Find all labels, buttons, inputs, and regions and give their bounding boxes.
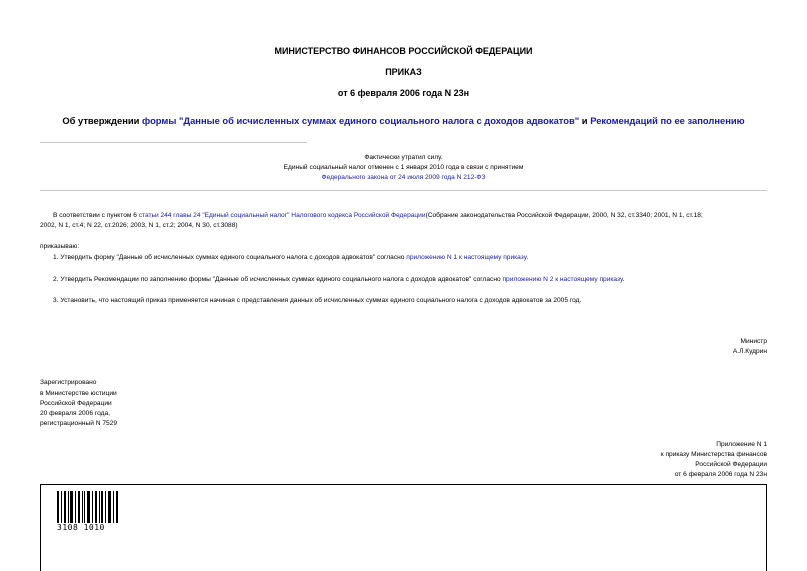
federal-law-link[interactable]: Федерального закона от 24 июля 2009 года N 212-ФЗ	[321, 174, 486, 181]
appendix-line-4: от 6 февраля 2006 года N 23н	[674, 471, 767, 478]
recommendations-link[interactable]: Рекомендаций по ее заполнению	[590, 115, 745, 126]
order-item-2	[53, 275, 624, 285]
registration-line-1: Зарегистрировано	[40, 379, 97, 386]
doc-date-number: от 6 февраля 2006 года N 23н	[337, 88, 470, 98]
title-middle: и	[579, 115, 591, 126]
item-1-text: 1. Утвердить форму "Данные об исчисленных суммах единого социального налога с доходов адвокатов" согласно	[53, 254, 407, 261]
item-1-end: .	[526, 254, 529, 261]
registration-line-5: регистрационный N 7529	[40, 420, 118, 427]
signature-position: Министр	[740, 338, 767, 345]
tax-code-link[interactable]: статьи 244 главы 24 "Единый социальный налог" Налогового кодекса Российской Федерации	[138, 212, 426, 219]
appendix-1-link[interactable]: приложению N 1 к настоящему приказу	[406, 254, 527, 261]
preamble-text: В соответствии с пунктом 6	[53, 212, 139, 219]
title-prefix: Об утверждении	[62, 115, 142, 126]
item-3-text: 3. Установить, что настоящий приказ применяется начиная с представления данных об исчисленных суммах единого социального налога с доходов адвокатов за 2005 год.	[53, 297, 582, 304]
order-item-1	[53, 253, 528, 263]
notice-line-2: Единый социальный налог отменен с 1 января 2010 года в связи с принятием	[283, 164, 524, 171]
ministry-heading: МИНИСТЕРСТВО ФИНАНСОВ РОССИЙСКОЙ ФЕДЕРАЦИИ	[274, 46, 533, 56]
preamble-line-1	[53, 211, 703, 221]
registration-line-3: Российской Федерации	[40, 400, 112, 407]
signature-name: А.Л.Кудрин	[732, 348, 767, 355]
preamble-source: (Собрание законодательства Российской Федерации, 2000, N 32, ст.3340; 2001, N 1, ст.18;	[425, 212, 703, 219]
form-frame	[40, 484, 767, 571]
form-link[interactable]: формы "Данные об исчисленных суммах единого социального налога с доходов адвокатов"	[141, 115, 580, 126]
appendix-line-3: Российской Федерации	[695, 461, 767, 468]
barcode-icon	[57, 491, 119, 523]
order-item-3	[53, 296, 581, 306]
barcode-digits: 3108 1010	[57, 523, 105, 532]
item-2-end: .	[622, 276, 625, 283]
appendix-line-1: Приложение N 1	[716, 441, 767, 448]
item-2-text: 2. Утвердить Рекомендации по заполнению формы "Данные об исчисленных суммах единого социального налога с доходов адвокатов" согласно	[53, 276, 503, 283]
registration-line-2: в Министерстве юстиции	[40, 390, 117, 397]
appendix-2-link[interactable]: приложению N 2 к настоящему приказу	[502, 276, 623, 283]
order-word: приказываю:	[40, 243, 80, 250]
appendix-line-2: к приказу Министерства финансов	[660, 451, 767, 458]
document-title	[0, 115, 807, 126]
registration-line-4: 20 февраля 2006 года,	[40, 410, 110, 417]
preamble-line-2: 2002, N 1, ст.4; N 22, ст.2026; 2003, N 1, ст.2; 2004, N 30, ст.3088)	[40, 222, 238, 229]
divider-bottom	[40, 190, 767, 191]
notice-line-1: Фактически утратил силу.	[364, 154, 443, 161]
divider-top	[40, 142, 307, 143]
doc-type-heading: ПРИКАЗ	[385, 67, 422, 77]
